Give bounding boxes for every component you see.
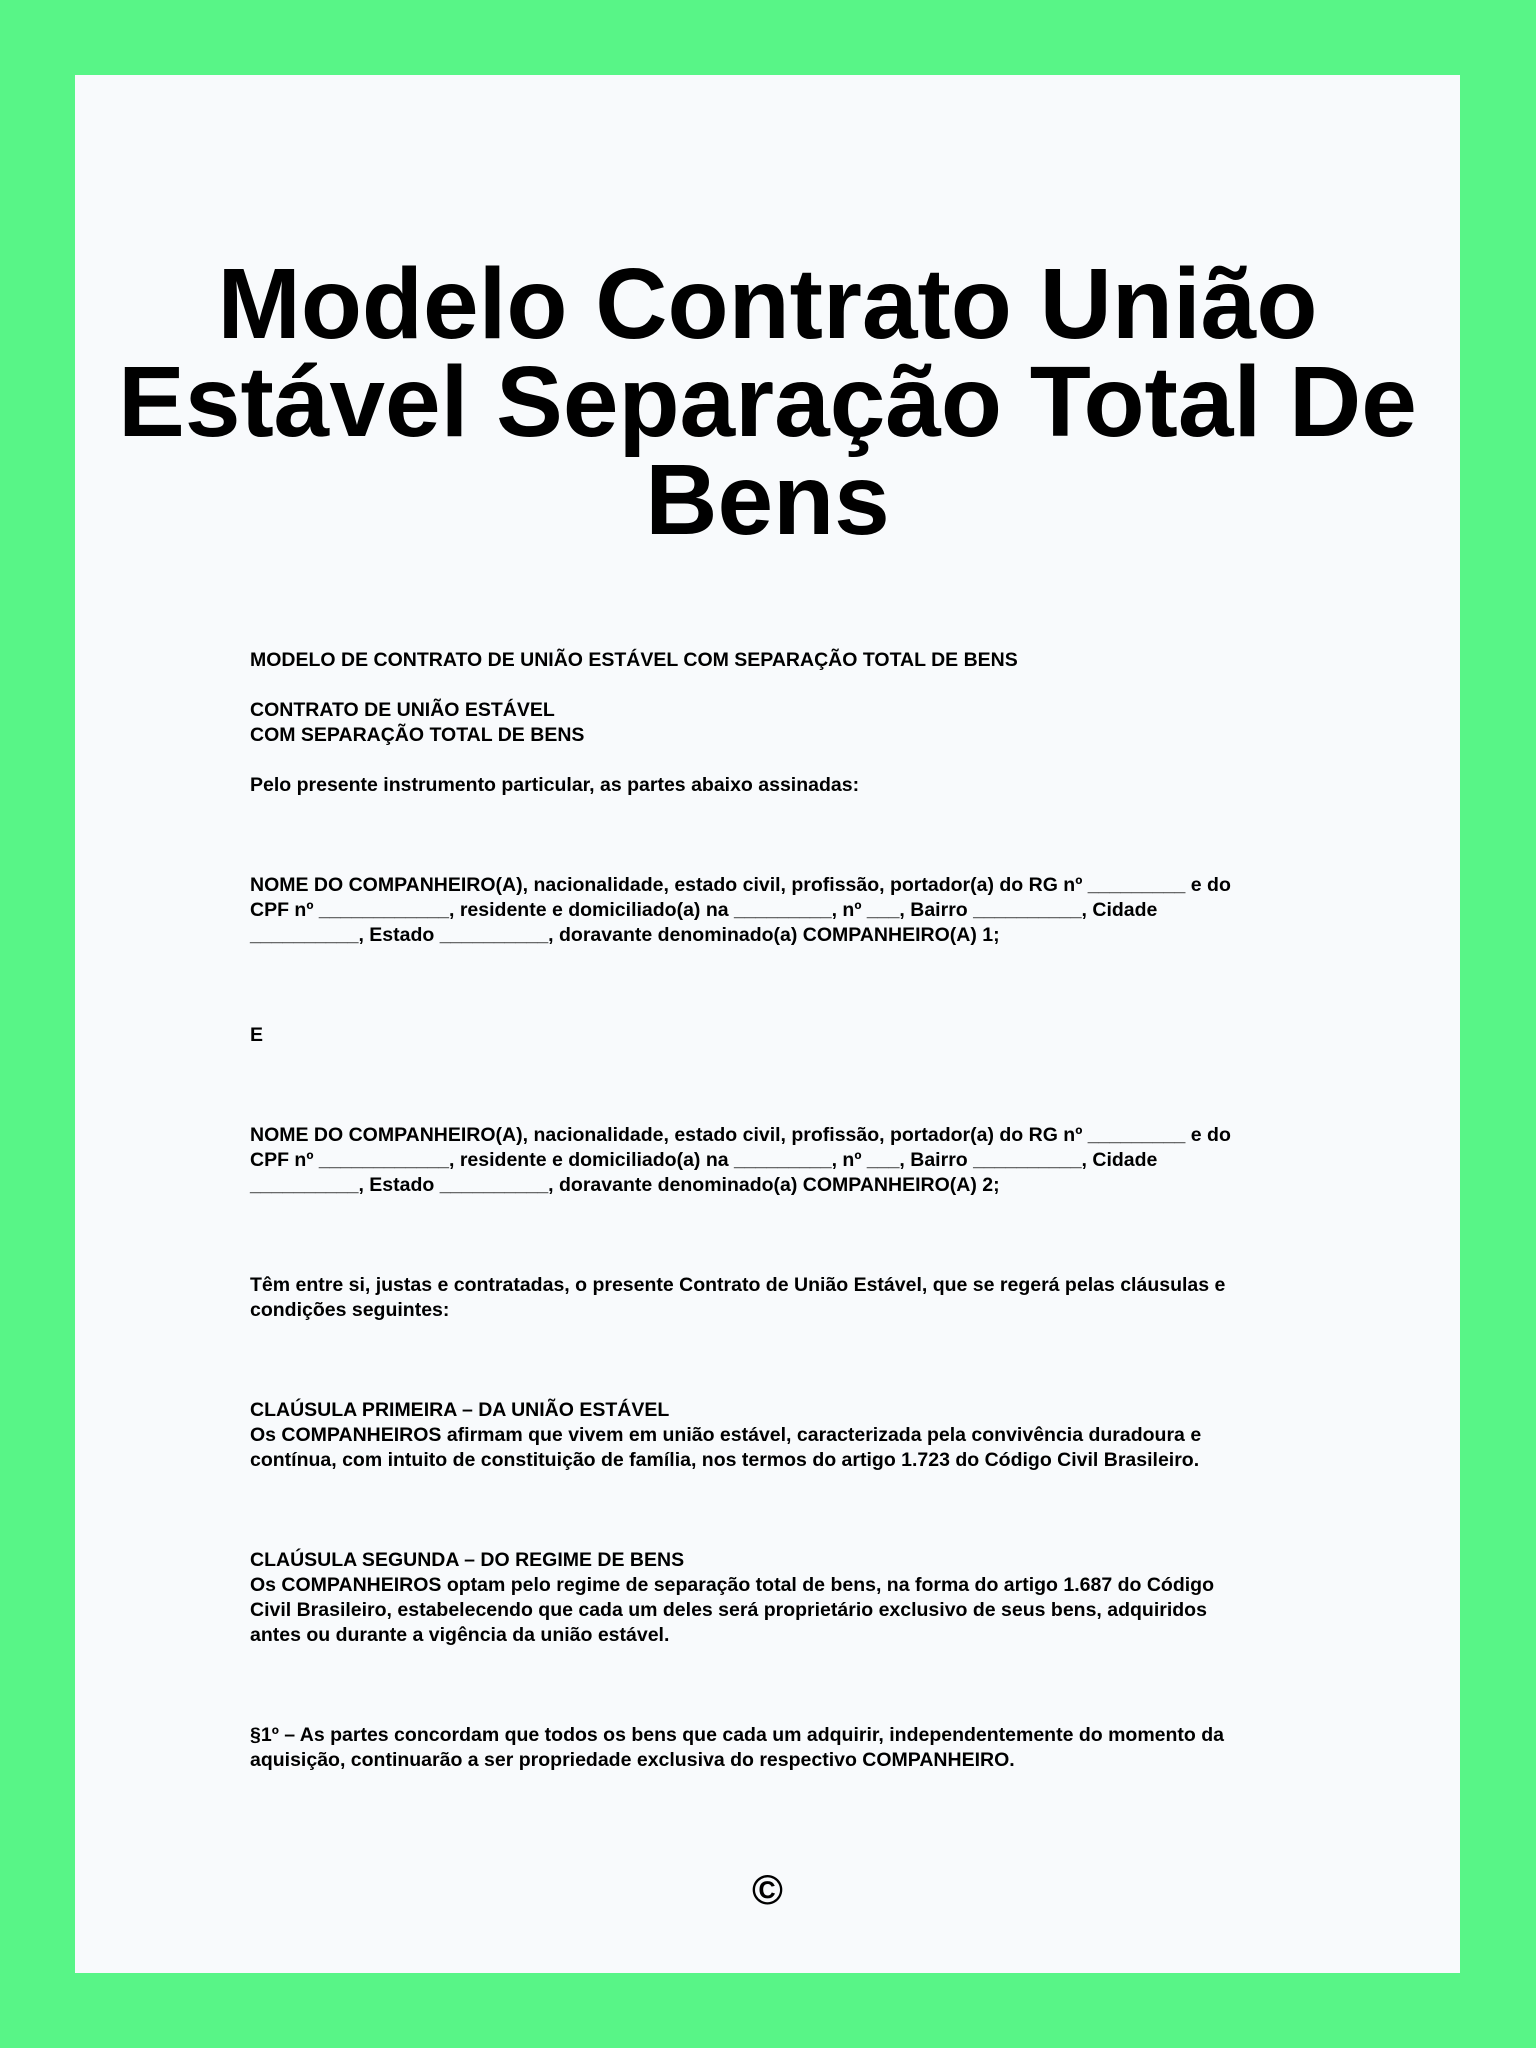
clause2-line: antes ou durante a vigência da união estável.	[250, 1624, 670, 1646]
title-line: Estável Separação Total De	[118, 346, 1417, 458]
title-line: Bens	[645, 444, 890, 556]
clause1-line: Os COMPANHEIROS afirmam que vivem em união estável, caracterizada pela convivência duradoura e	[250, 1424, 1202, 1446]
blank-line	[250, 1223, 1340, 1248]
clause2-line: Os COMPANHEIROS optam pelo regime de separação total de bens, na forma do artigo 1.687 do Código	[250, 1574, 1214, 1596]
blank-line	[250, 748, 1340, 773]
blank-line	[250, 1523, 1340, 1548]
blank-line	[250, 1648, 1340, 1673]
party2-line: CPF nº ____________, residente e domiciliado(a) na _________, nº ___, Bairro __________, Cidade	[250, 1149, 1158, 1171]
blank-line	[250, 1048, 1340, 1073]
conjunction: E	[250, 1024, 264, 1046]
blank-line	[250, 1473, 1340, 1498]
document-heading: MODELO DE CONTRATO DE UNIÃO ESTÁVEL COM SEPARAÇÃO TOTAL DE BENS	[250, 649, 1018, 671]
party2-line: NOME DO COMPANHEIRO(A), nacionalidade, estado civil, profissão, portador(a) do RG nº _________ e do	[250, 1124, 1231, 1146]
blank-line	[250, 1098, 1340, 1123]
blank-line	[250, 673, 1340, 698]
contract-title-line: COM SEPARAÇÃO TOTAL DE BENS	[250, 724, 585, 746]
blank-line	[250, 1498, 1340, 1523]
paragraph1-line: aquisição, continuarão a ser propriedade exclusiva do respectivo COMPANHEIRO.	[250, 1749, 1015, 1771]
contract-title-line: CONTRATO DE UNIÃO ESTÁVEL	[250, 699, 555, 721]
agreement-line: condições seguintes:	[250, 1299, 450, 1321]
blank-line	[250, 1348, 1340, 1373]
blank-line	[250, 848, 1340, 873]
party1-line: CPF nº ____________, residente e domiciliado(a) na _________, nº ___, Bairro __________, Cidade	[250, 899, 1158, 921]
document-body	[250, 648, 1340, 1773]
agreement-line: Têm entre si, justas e contratadas, o presente Contrato de União Estável, que se regerá pelas cláusulas e	[250, 1274, 1226, 1296]
blank-line	[250, 1373, 1340, 1398]
blank-line	[250, 1698, 1340, 1723]
blank-line	[250, 1323, 1340, 1348]
copyright-icon: ©	[752, 1866, 783, 1913]
blank-line	[250, 998, 1340, 1023]
blank-line	[250, 1198, 1340, 1223]
blank-line	[250, 1673, 1340, 1698]
title-line: Modelo Contrato União	[217, 248, 1318, 360]
clause1-line: contínua, com intuito de constituição de família, nos termos do artigo 1.723 do Código Civil Brasileiro.	[250, 1449, 1200, 1471]
party2-line: __________, Estado __________, doravante denominado(a) COMPANHEIRO(A) 2;	[250, 1174, 1000, 1196]
blank-line	[250, 823, 1340, 848]
intro-text: Pelo presente instrumento particular, as partes abaixo assinadas:	[250, 774, 860, 796]
blank-line	[250, 1073, 1340, 1098]
page-title	[75, 248, 1460, 556]
party1-line: __________, Estado __________, doravante denominado(a) COMPANHEIRO(A) 1;	[250, 924, 1000, 946]
clause2-heading: CLAÚSULA SEGUNDA – DO REGIME DE BENS	[250, 1549, 685, 1571]
clause2-line: Civil Brasileiro, estabelecendo que cada um deles será proprietário exclusivo de seus bens, adquiridos	[250, 1599, 1207, 1621]
clause1-heading: CLAÚSULA PRIMEIRA – DA UNIÃO ESTÁVEL	[250, 1399, 670, 1421]
party1-line: NOME DO COMPANHEIRO(A), nacionalidade, estado civil, profissão, portador(a) do RG nº _________ e do	[250, 874, 1231, 896]
paragraph1-line: §1º – As partes concordam que todos os bens que cada um adquirir, independentemente do momento da	[250, 1724, 1225, 1746]
document-page	[75, 75, 1460, 1973]
blank-line	[250, 798, 1340, 823]
blank-line	[250, 1248, 1340, 1273]
blank-line	[250, 973, 1340, 998]
blank-line	[250, 948, 1340, 973]
